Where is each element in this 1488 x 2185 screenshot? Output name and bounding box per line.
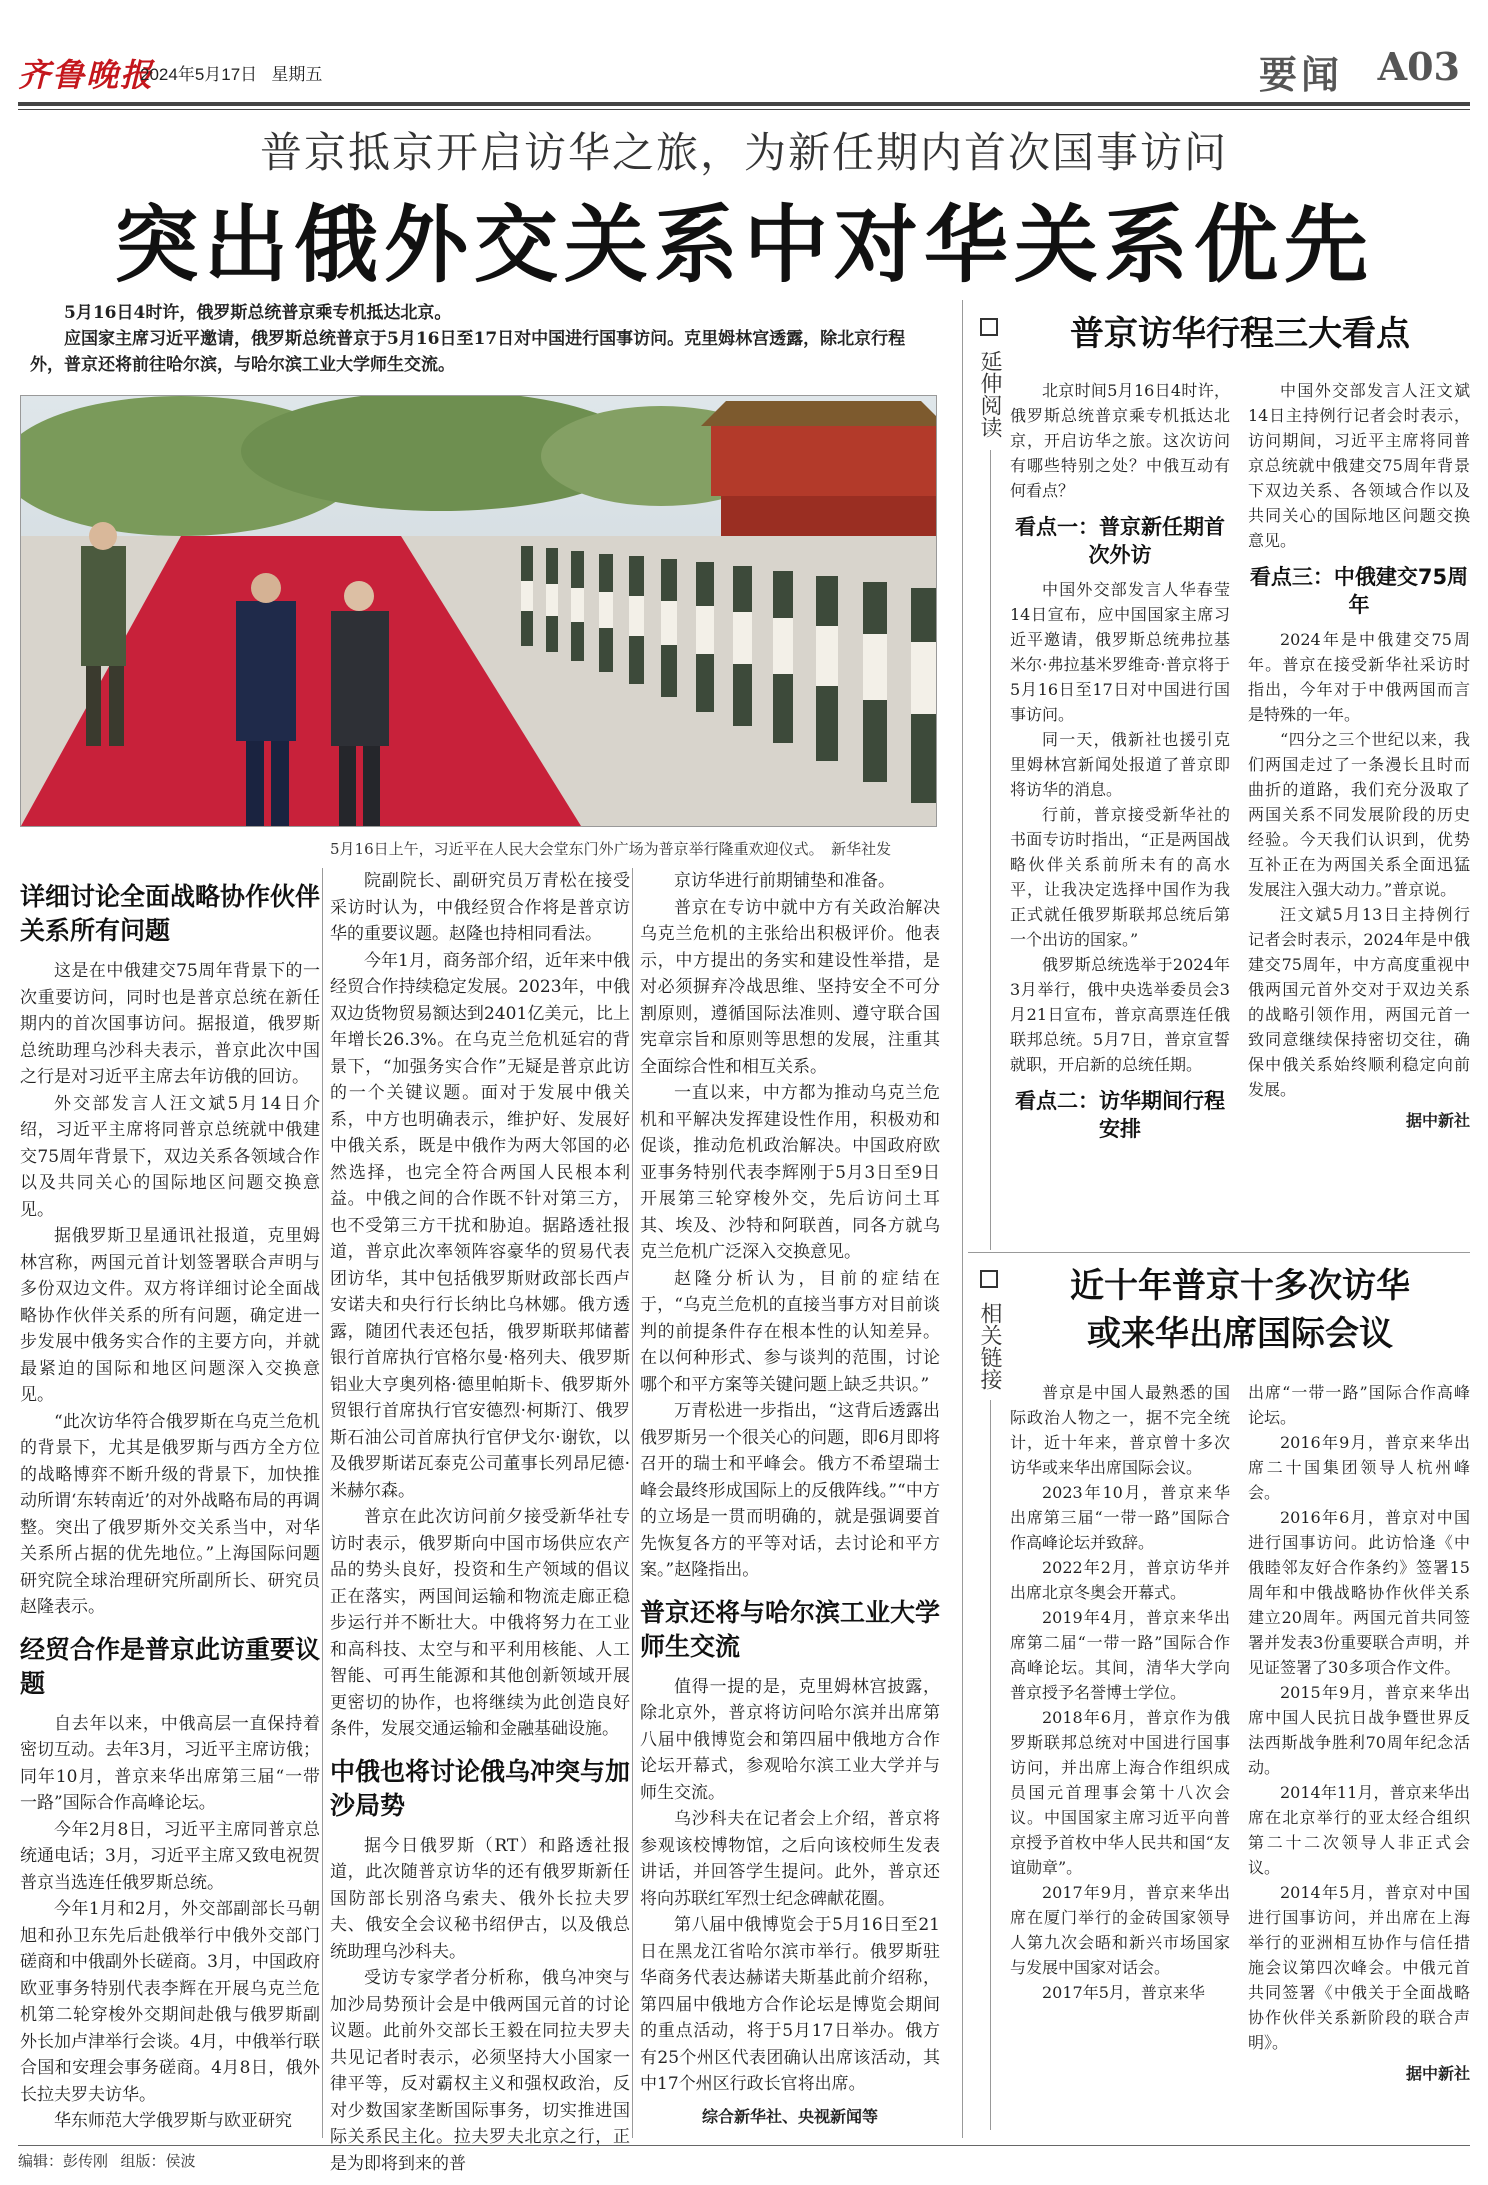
paragraph: 出席“一带一路”国际合作高峰论坛。 <box>1248 1383 1470 1427</box>
section-heading-2: 经贸合作是普京此访重要议题 <box>20 1634 321 1698</box>
sidebar-separator <box>968 1252 1470 1253</box>
sidebar-tag-extended <box>975 318 1003 438</box>
paragraph: 普京是中国人最熟悉的国际政治人物之一，据不完全统计，近十年来，普京曾十多次访华或来华出席国际会议。 <box>1010 1383 1230 1477</box>
paragraph: 俄罗斯总统选举于2024年3月举行，俄中央选举委员会3月21日宣布，普京高票连任俄联邦总统。5月7日，普京宣誓就职，开启新的总统任期。 <box>1010 955 1230 1074</box>
lead-paragraphs <box>30 300 935 378</box>
paragraph: 受访专家学者分析称，俄乌冲突与加沙局势预计会是中俄两国元首的讨论议题。此前外交部长王毅在同拉夫罗夫共见记者时表示，必须坚持大小国家一律平等，反对霸权主义和强权政治，反对少数国家垄断国际事务，切实推进国际关系民主化。拉夫罗夫北京之行，正是为即将到来的普 <box>330 1968 630 2174</box>
paragraph: 北京时间5月16日4时许，俄罗斯总统普京乘专机抵达北京，开启访华之旅。这次访问有哪些特别之处？中俄互动有何看点？ <box>1010 381 1230 500</box>
sidebar1-point-2: 看点二：访华期间行程安排 <box>1015 1089 1225 1141</box>
paragraph: 值得一提的是，克里姆林宫披露，除北京外，普京将访问哈尔滨并出席第八届中俄博览会和第四届中俄地方合作论坛开幕式，参观哈尔滨工业大学并与师生交流。 <box>640 1676 940 1803</box>
paragraph: 今年2月8日，习近平主席同普京总统通电话；3月，习近平主席又致电祝贺普京当选连任俄罗斯总统。 <box>20 1819 320 1893</box>
sidebar-tag-related <box>975 1270 1003 1390</box>
footer-rule <box>18 2145 1470 2146</box>
section-heading-4: 普京还将与哈尔滨工业大学师生交流 <box>640 1597 941 1661</box>
top-rule-thin <box>18 109 1470 110</box>
paragraph: 万青松进一步指出，“这背后透露出俄罗斯另一个很关心的问题，即6月即将召开的瑞士和平峰会。俄方不希望瑞士峰会最终形成国际上的反俄阵线。”“中方的立场是一贯而明确的，就是强调要首先恢复各方的平等对话，去讨论和平方案。”赵隆指出。 <box>640 1401 940 1580</box>
editor-credit: 编辑：彭传刚 <box>18 2153 109 2170</box>
column-divider <box>322 868 323 2138</box>
paragraph: 中国外交部发言人汪文斌14日主持例行记者会时表示，访问期间，习近平主席将同普京总统就中俄建交75周年背景下双边关系、各领域合作以及共同关心的国际地区问题交换意见。 <box>1248 381 1470 550</box>
sidebar-tag-text: 相关链接 <box>977 1302 1002 1390</box>
paragraph: 据俄罗斯卫星通讯社报道，克里姆林宫称，两国元首计划签署联合声明与多份双边文件。双方将详细讨论全面战略协作伙伴关系的所有问题，确定进一步发展中俄务实合作的主要方向，并就最紧迫的国际和地区问题深入交换意见。 <box>20 1226 320 1405</box>
layout-credit: 组版：侯波 <box>120 2153 196 2170</box>
lead-p1: 5月16日4时许，俄罗斯总统普京乘专机抵达北京。 <box>64 303 452 323</box>
paragraph: 2017年5月，普京来华 <box>1042 1983 1205 2002</box>
paragraph: 行前，普京接受新华社的书面专访时指出，“正是两国战略伙伴关系前所未有的高水平，让我决定选择中国作为我正式就任俄罗斯联邦总统后第一个出访的国家。” <box>1010 805 1230 949</box>
photo-caption: 5月16日上午，习近平在人民大会堂东门外广场为普京举行隆重欢迎仪式。 新华社发 <box>330 840 892 858</box>
sidebar-tag-rule <box>990 1400 991 2130</box>
headline-title: 突出俄外交关系中对华关系优先 <box>113 195 1374 294</box>
section-label: 要闻 <box>1258 52 1343 97</box>
paragraph: “四分之三个世纪以来，我们两国走过了一条漫长且时而曲折的道路，我们充分汲取了两国关系不同发展阶段的历史经验。今天我们认识到，优势互补正在为两国关系全面迅猛发展注入强大动力。”普京说。 <box>1248 730 1470 899</box>
paragraph: 一直以来，中方都为推动乌克兰危机和平解决发挥建设性作用，积极劝和促谈，推动危机政治解决。中国政府欧亚事务特别代表李辉刚于5月3日至9日开展第三轮穿梭外交，先后访问土耳其、埃及、沙特和阿联酋，同各方就乌克兰危机广泛深入交换意见。 <box>640 1083 940 1262</box>
section-heading-1: 详细讨论全面战略协作伙伴关系所有问题 <box>20 882 321 945</box>
paragraph: 普京在专访中就中方有关政治解决乌克兰危机的主张给出积极评价。他表示，中方提出的务实和建设性举措，是对必须摒弃冷战思维、坚持安全不可分割原则，遵循国际法准则、遵守联合国宪章宗旨和原则等思想的发展，注重其全面综合性和相互关系。 <box>640 897 940 1077</box>
column-divider <box>632 868 633 2138</box>
sidebar1-source: 据中新社 <box>1405 1111 1470 1130</box>
paragraph: 自去年以来，中俄高层一直保持着密切互动。去年3月，习近平主席访俄；同年10月，普京来华出席第三届“一带一路”国际合作高峰论坛。 <box>20 1713 320 1813</box>
paragraph: 据今日俄罗斯（RT）和路透社报道，此次随普京访华的还有俄罗斯新任国防部长别洛乌索夫、俄外长拉夫罗夫、俄安全会议秘书绍伊古，以及俄总统助理乌沙科夫。 <box>330 1835 630 1962</box>
news-photo <box>20 395 937 827</box>
sidebar-tag-rule <box>990 450 991 1250</box>
newspaper-logo: 齐鲁晚报 <box>18 56 155 94</box>
lead-p2: 应国家主席习近平邀请，俄罗斯总统普京于5月16日至17日对中国进行国事访问。克里姆林宫透露，除北京行程外，普京还将前往哈尔滨，与哈尔滨工业大学师生交流。 <box>30 329 906 375</box>
paragraph: 2014年5月，普京对中国进行国事访问，并出席在上海举行的亚洲相互协作与信任措施会议第四次峰会。中俄元首共同签署《中俄关于全面战略协作伙伴关系新阶段的联合声明》。 <box>1248 1883 1470 2052</box>
paragraph: 2017年9月，普京来华出席在厦门举行的金砖国家领导人第九次会晤和新兴市场国家与发展中国家对话会。 <box>1010 1883 1230 1977</box>
paragraph: 第八届中俄博览会于5月16日至21日在黑龙江省哈尔滨市举行。俄罗斯驻华商务代表达赫诺夫斯基此前介绍称，第四届中俄地方合作论坛是博览会期间的重点活动，将于5月17日举办。俄方有25个州区代表团确认出席该活动，其中17个州区行政长官将出席。 <box>640 1915 940 2094</box>
sidebar2-column-a <box>1010 1380 1230 2005</box>
square-icon <box>980 1270 998 1288</box>
paragraph: 2018年6月，普京作为俄罗斯联邦总统对中国进行国事访问，并出席上海合作组织成员国元首理事会第十八次会议。中国国家主席习近平向普京授予首枚中华人民共和国“友谊勋章”。 <box>1010 1708 1230 1877</box>
paragraph: 2015年9月，普京来华出席中国人民抗日战争暨世界反法西斯战争胜利70周年纪念活动。 <box>1248 1683 1470 1777</box>
paragraph: 华东师范大学俄罗斯与欧亚研究 <box>54 2111 292 2131</box>
paragraph: 乌沙科夫在记者会上介绍，普京将参观该校博物馆，之后向该校师生发表讲话，并回答学生提问。此外，普京还将向苏联红军烈士纪念碑献花圈。 <box>640 1809 940 1909</box>
paragraph: 2019年4月，普京来华出席第二届“一带一路”国际合作高峰论坛。其间，清华大学向普京授予名誉博士学位。 <box>1010 1608 1230 1702</box>
sidebar2-source: 据中新社 <box>1405 2064 1470 2083</box>
sidebar-tag-text: 延伸阅读 <box>977 350 1002 438</box>
paragraph: 今年1月，商务部介绍，近年来中俄经贸合作持续稳定发展。2023年，中俄双边货物贸易额达到2401亿美元，比上年增长26.3%。在乌克兰危机延宕的背景下，“加强务实合作”无疑是普京此访的一个关键议题。面对于发展中俄关系，中方也明确表示，维护好、发展好中俄关系，既是中俄作为两大邻国的必然选择，也完全符合两国人民根本利益。中俄之间的合作既不针对第三方，也不受第三方干扰和胁迫。据路透社报道，普京此次率领阵容豪华的贸易代表团访华，其中包括俄罗斯财政部长西卢安诺夫和央行行长纳比乌林娜。俄方透露，随团代表还包括，俄罗斯联邦储蓄银行首席执行官格尔曼·格列夫、俄罗斯铝业大亨奥列格·德里帕斯卡、俄罗斯外贸银行首席执行官安德烈·柯斯汀、俄罗斯石油公司首席执行官伊戈尔·谢钦，以及俄罗斯诺瓦泰克公司董事长列昂尼德·米赫尔森。 <box>330 950 630 1501</box>
paragraph: 2014年11月，普京来华出席在北京举行的亚太经合组织第二十二次领导人非正式会议。 <box>1248 1783 1470 1877</box>
article-source: 综合新华社、央视新闻等 <box>701 2106 878 2126</box>
sidebar1-title: 普京访华行程三大看点 <box>1070 314 1410 354</box>
paragraph: 中国外交部发言人华春莹14日宣布，应中国国家主席习近平邀请，俄罗斯总统弗拉基米尔·弗拉基米罗维奇·普京将于5月16日至17日对中国进行国事访问。 <box>1010 580 1230 724</box>
paragraph: 2022年2月，普京访华并出席北京冬奥会开幕式。 <box>1010 1558 1230 1602</box>
sidebar2-column-b <box>1248 1380 1470 2086</box>
article-column-3 <box>640 868 940 2130</box>
weekday-text: 星期五 <box>271 65 323 84</box>
sidebar1-point-3: 看点三：中俄建交75周年 <box>1249 565 1469 617</box>
paragraph: 2016年9月，普京来华出席二十国集团领导人杭州峰会。 <box>1248 1433 1470 1502</box>
top-rule <box>18 102 1470 106</box>
paragraph: 2023年10月，普京来华出席第三届“一带一路”国际合作高峰论坛并致辞。 <box>1010 1483 1230 1552</box>
headline-subtitle: 普京抵京开启访华之旅，为新任期内首次国事访问 <box>259 128 1228 177</box>
photo-illustration <box>21 396 936 826</box>
page-number: A03 <box>1377 44 1460 89</box>
section-heading-3: 中俄也将讨论俄乌冲突与加沙局势 <box>330 1756 631 1820</box>
sidebar1-column-a <box>1010 378 1230 1151</box>
sidebar2-title <box>1010 1262 1470 1358</box>
paragraph: 汪文斌5月13日主持例行记者会时表示，2024年是中俄建交75周年，中方高度重视中俄两国元首外交对于双边关系的战略引领作用，两国元首一致同意继续保持密切交往，确保中俄关系始终顺利稳定向前发展。 <box>1248 905 1470 1099</box>
paragraph: 普京在此次访问前夕接受新华社专访时表示，俄罗斯向中国市场供应农产品的势头良好，投资和生产领域的倡议正在落实，两国间运输和物流走廊正稳步运行并不断壮大。中俄将努力在工业和高科技、太空与和平利用核能、人工智能、可再生能源和其他创新领域开展更密切的协作，也将继续为此创造良好条件，发展交通运输和金融基础设施。 <box>330 1507 630 1739</box>
sidebar2-title-line2: 或来华出席国际会议 <box>1087 1314 1393 1354</box>
square-icon <box>980 318 998 336</box>
paragraph: 院副院长、副研究员万青松在接受采访时认为，中俄经贸合作将是普京访华的重要议题。赵隆也持相同看法。 <box>330 871 630 944</box>
article-column-1 <box>20 868 320 2135</box>
paragraph: 今年1月和2月，外交部副部长马朝旭和孙卫东先后赴俄举行中俄外交部门磋商和中俄副外长磋商。3月，中国政府欧亚事务特别代表李辉在开展乌克兰危机第二轮穿梭外交期间赴俄与俄罗斯副外长加卢津举行会谈。4月，中俄举行联合国和安理会事务磋商。4月8日，俄外长拉夫罗夫访华。 <box>20 1899 320 2105</box>
paragraph: 这是在中俄建交75周年背景下的一次重要访问，同时也是普京总统在新任期内的首次国事访问。据报道，俄罗斯总统助理乌沙科夫表示，普京此次中国之行是对习近平主席去年访俄的回访。 <box>20 961 320 1087</box>
issue-date <box>140 60 322 85</box>
sidebar2-title-line1: 近十年普京十多次访华 <box>1070 1266 1410 1306</box>
sidebar1-column-b <box>1248 378 1470 1133</box>
paragraph: 同一天，俄新社也援引克里姆林宫新闻处报道了普京即将访华的消息。 <box>1010 730 1230 799</box>
sidebar-divider <box>962 300 963 2138</box>
sidebar1-point-1: 看点一：普京新任期首次外访 <box>1015 515 1225 567</box>
paragraph: 外交部发言人汪文斌5月14日介绍，习近平主席将同普京总统就中俄建交75周年背景下，双边关系各领域合作以及共同关心的国际地区问题交换意见。 <box>20 1093 320 1220</box>
paragraph: 2024年是中俄建交75周年。普京在接受新华社采访时指出，今年对于中俄两国而言是特殊的一年。 <box>1248 630 1470 724</box>
paragraph: 京访华进行前期铺垫和准备。 <box>674 871 895 891</box>
article-column-2 <box>330 868 630 2177</box>
paragraph: 赵隆分析认为，目前的症结在于，“乌克兰危机的直接当事方对目前谈判的前提条件存在根本性的认知差异。在以何种形式、参与谈判的范围，讨论哪个和平方案等关键问题上缺乏共识。” <box>640 1268 940 1395</box>
page-footer <box>18 2150 196 2171</box>
paragraph: 2016年6月，普京对中国进行国事访问。此访恰逢《中俄睦邻友好合作条约》签署15周年和中俄战略协作伙伴关系建立20周年。两国元首共同签署并发表3份重要联合声明，并见证签署了30多项合作文件。 <box>1248 1508 1470 1677</box>
date-text: 2024年5月17日 <box>140 65 258 84</box>
paragraph: “此次访华符合俄罗斯在乌克兰危机的背景下，尤其是俄罗斯与西方全方位的战略博弈不断升级的背景下，加快推动所谓‘东转南近’的对外战略布局的再调整。突出了俄罗斯外交关系当中，对华关系所占据的优先地位。”上海国际问题研究院全球治理研究所副所长、研究员赵隆表示。 <box>20 1411 320 1617</box>
